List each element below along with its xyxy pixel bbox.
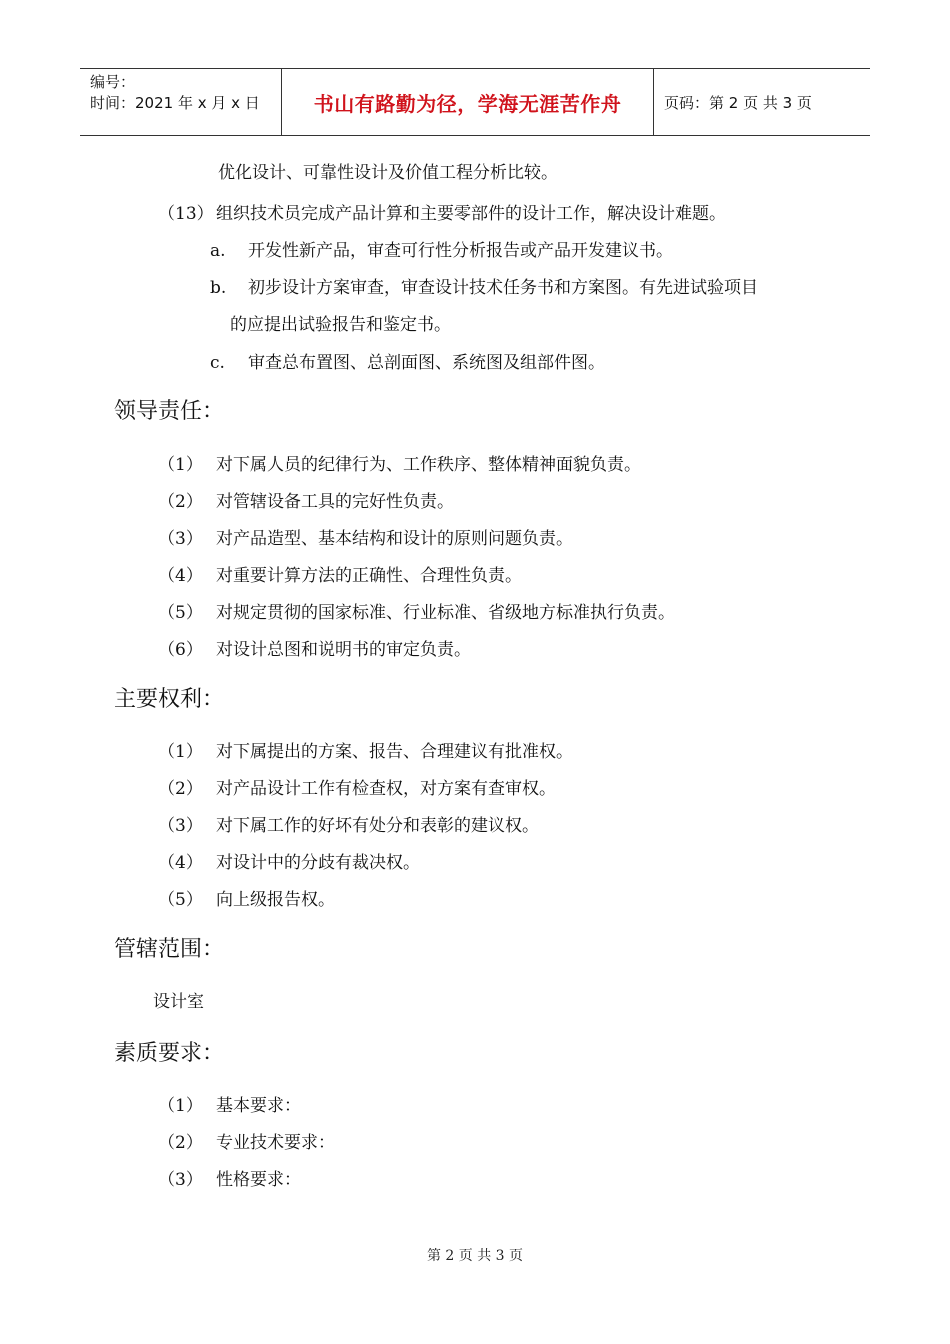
list-item bbox=[158, 778, 556, 800]
item-number: （1） bbox=[158, 742, 203, 762]
header-motto: 书山有路勤为径，学海无涯苦作舟 bbox=[282, 69, 654, 135]
item-text: 对管辖设备工具的完好性负责。 bbox=[216, 492, 454, 512]
sub-item-b-continuation: 的应提出试验报告和鉴定书。 bbox=[230, 315, 451, 335]
sub-item-text: 开发性新产品，审查可行性分析报告或产品开发建议书。 bbox=[248, 241, 673, 261]
sub-item-letter: a. bbox=[210, 241, 226, 261]
list-item bbox=[158, 852, 420, 874]
item-text: 对下属提出的方案、报告、合理建议有批准权。 bbox=[216, 742, 573, 762]
item-text: 基本要求： bbox=[216, 1096, 301, 1116]
list-item bbox=[158, 491, 454, 513]
list-item bbox=[158, 528, 573, 550]
sub-item-a bbox=[210, 240, 673, 262]
item-text: 向上级报告权。 bbox=[216, 890, 335, 910]
item-number: （6） bbox=[158, 640, 203, 660]
item-number: （5） bbox=[158, 603, 203, 623]
item-number: （5） bbox=[158, 890, 203, 910]
header-meta bbox=[80, 69, 282, 135]
item-text: 对设计中的分歧有裁决权。 bbox=[216, 853, 420, 873]
page-footer: 第 2 页 共 3 页 bbox=[426, 1248, 524, 1264]
item-number: （1） bbox=[158, 455, 203, 475]
list-item bbox=[158, 889, 335, 911]
section-heading-leadership: 领导责任： bbox=[114, 399, 225, 424]
header-page-info: 页码：第 2 页 共 3 页 bbox=[664, 93, 812, 112]
document-header bbox=[80, 68, 870, 136]
item-number: （4） bbox=[158, 853, 203, 873]
section-heading-quality: 素质要求： bbox=[114, 1041, 225, 1066]
list-item bbox=[158, 1169, 301, 1191]
item-number: （13） bbox=[158, 204, 214, 224]
item-text: 对设计总图和说明书的审定负责。 bbox=[216, 640, 471, 660]
sub-item-text: 初步设计方案审查，审查设计技术任务书和方案图。有先进试验项目 bbox=[248, 278, 758, 298]
item-number: （3） bbox=[158, 816, 203, 836]
item-text: 对下属工作的好坏有处分和表彰的建议权。 bbox=[216, 816, 539, 836]
item-text: 组织技术员完成产品计算和主要零部件的设计工作，解决设计难题。 bbox=[216, 204, 726, 224]
list-item bbox=[158, 602, 675, 624]
item-number: （2） bbox=[158, 492, 203, 512]
list-item bbox=[158, 454, 641, 476]
list-item bbox=[158, 639, 471, 661]
continuation-line: 优化设计、可靠性设计及价值工程分析比较。 bbox=[218, 163, 558, 183]
item-number: （2） bbox=[158, 779, 203, 799]
item-text: 对产品设计工作有检查权，对方案有查审权。 bbox=[216, 779, 556, 799]
sub-item-b bbox=[210, 277, 758, 299]
item-number: （3） bbox=[158, 1170, 203, 1190]
list-item bbox=[158, 741, 573, 763]
item-number: （1） bbox=[158, 1096, 203, 1116]
list-item bbox=[158, 815, 539, 837]
list-item bbox=[158, 1095, 301, 1117]
item-number: （4） bbox=[158, 566, 203, 586]
sub-item-text: 审查总布置图、总剖面图、系统图及组部件图。 bbox=[248, 353, 605, 373]
list-item bbox=[158, 203, 726, 225]
scope-text: 设计室 bbox=[153, 992, 204, 1012]
item-text: 专业技术要求： bbox=[216, 1133, 335, 1153]
sub-item-letter: c. bbox=[210, 353, 225, 373]
time-label: 时间：2021 年 x 月 x 日 bbox=[90, 94, 260, 112]
item-text: 对规定贯彻的国家标准、行业标准、省级地方标准执行负责。 bbox=[216, 603, 675, 623]
sub-item-letter: b. bbox=[210, 278, 227, 298]
item-number: （3） bbox=[158, 529, 203, 549]
number-label: 编号： bbox=[90, 73, 136, 91]
section-heading-rights: 主要权利： bbox=[114, 687, 225, 712]
section-heading-scope: 管辖范围： bbox=[114, 937, 225, 962]
sub-item-c bbox=[210, 352, 605, 374]
list-item bbox=[158, 565, 522, 587]
item-text: 对下属人员的纪律行为、工作秩序、整体精神面貌负责。 bbox=[216, 455, 641, 475]
item-text: 对重要计算方法的正确性、合理性负责。 bbox=[216, 566, 522, 586]
list-item bbox=[158, 1132, 335, 1154]
item-number: （2） bbox=[158, 1133, 203, 1153]
item-text: 对产品造型、基本结构和设计的原则问题负责。 bbox=[216, 529, 573, 549]
item-text: 性格要求： bbox=[216, 1170, 301, 1190]
